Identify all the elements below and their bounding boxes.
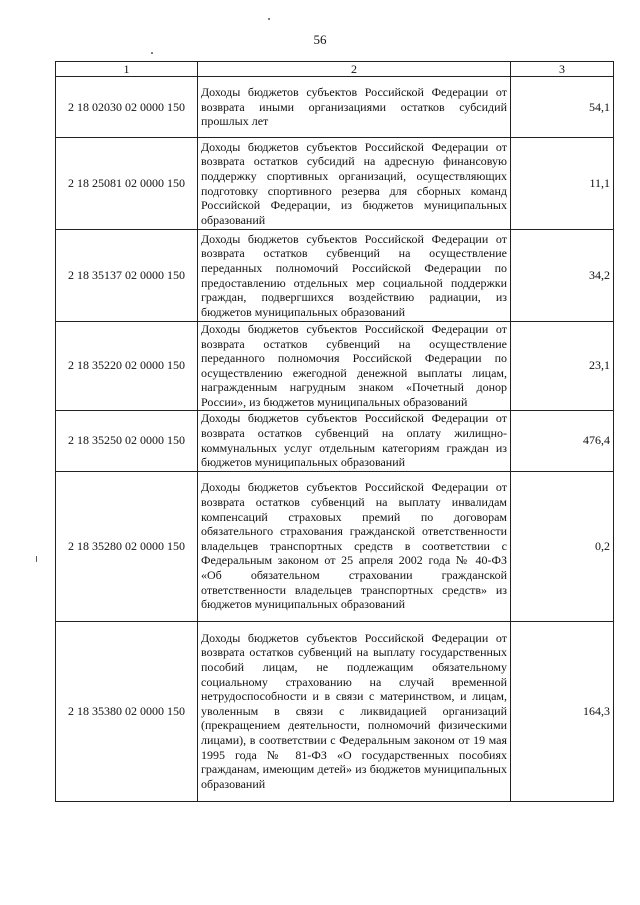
revenue-description: Доходы бюджетов субъектов Российской Федерации от возврата остатков субвенций на осуществление переданного полномочия Российской Федерации по осуществлению ежегодной денежной выплаты лицам, награжденным нагрудным знаком «Почетный донор России», из бюджетов муниципальных образований <box>198 322 511 411</box>
column-header-code: 1 <box>56 62 198 77</box>
table-row <box>56 410 614 471</box>
column-header-description: 2 <box>198 62 511 77</box>
revenue-amount: 54,1 <box>511 77 614 138</box>
revenue-description: Доходы бюджетов субъектов Российской Федерации от возврата иными организациями остатков субсидий прошлых лет <box>198 77 511 138</box>
budget-code: 2 18 35137 02 0000 150 <box>56 230 198 322</box>
revenue-description: Доходы бюджетов субъектов Российской Федерации от возврата остатков субвенций на оплату жилищно-коммунальных услуг отдельным категориям граждан из бюджетов муниципальных образований <box>198 410 511 471</box>
table-row <box>56 621 614 801</box>
revenue-description: Доходы бюджетов субъектов Российской Федерации от возврата остатков субвенций на осуществление переданных полномочий Российской Федерации по предоставлению отдельных мер социальной поддержки граждан, подвергшихся воздействию радиации, из бюджетов муниципальных образований <box>198 230 511 322</box>
table-row <box>56 77 614 138</box>
revenue-amount: 11,1 <box>511 138 614 230</box>
budget-code: 2 18 25081 02 0000 150 <box>56 138 198 230</box>
revenue-amount: 476,4 <box>511 410 614 471</box>
revenue-description: Доходы бюджетов субъектов Российской Федерации от возврата остатков субвенций на выплату государственных пособий лицам, не подлежащим обязательному социальному страхованию на случай временной нетрудоспособности и в связи с материнством, и лицам, уволенным в связи с ликвидацией организаций (прекращением деятельности, полномочий физическими лицами), в соответствии с Федеральным законом от 19 мая 1995 года № 81-ФЗ «О государственных пособиях гражданам, имеющим детей» из бюджетов муниципальных образований <box>198 621 511 801</box>
budget-code: 2 18 35220 02 0000 150 <box>56 322 198 411</box>
scan-speck <box>36 556 37 562</box>
table-row <box>56 230 614 322</box>
page-number: 56 <box>313 32 327 47</box>
revenue-amount: 34,2 <box>511 230 614 322</box>
scan-speck <box>268 18 270 20</box>
table-row <box>56 138 614 230</box>
revenue-description: Доходы бюджетов субъектов Российской Федерации от возврата остатков субвенций на выплату инвалидам компенсаций страховых премий по договорам обязательного страхования гражданской ответственности владельцев транспортных средств в соответствии с Федеральным законом от 25 апреля 2002 года № 40-ФЗ «Об обязательном страховании гражданской ответственности владельцев транспортных средств» из бюджетов муниципальных образований <box>198 471 511 621</box>
table-row <box>56 322 614 411</box>
revenue-description: Доходы бюджетов субъектов Российской Федерации от возврата остатков субсидий на адресную финансовую поддержку спортивных организаций, осуществляющих подготовку спортивного резерва для сборных команд Российской Федерации, из бюджетов муниципальных образований <box>198 138 511 230</box>
column-header-amount: 3 <box>511 62 614 77</box>
revenue-amount: 164,3 <box>511 621 614 801</box>
revenue-amount: 23,1 <box>511 322 614 411</box>
table-header-row <box>56 62 614 77</box>
budget-code: 2 18 35380 02 0000 150 <box>56 621 198 801</box>
revenue-amount: 0,2 <box>511 471 614 621</box>
budget-code: 2 18 35280 02 0000 150 <box>56 471 198 621</box>
budget-code: 2 18 35250 02 0000 150 <box>56 410 198 471</box>
table-row <box>56 471 614 621</box>
revenue-table <box>55 61 614 802</box>
scan-speck <box>151 52 153 54</box>
budget-code: 2 18 02030 02 0000 150 <box>56 77 198 138</box>
